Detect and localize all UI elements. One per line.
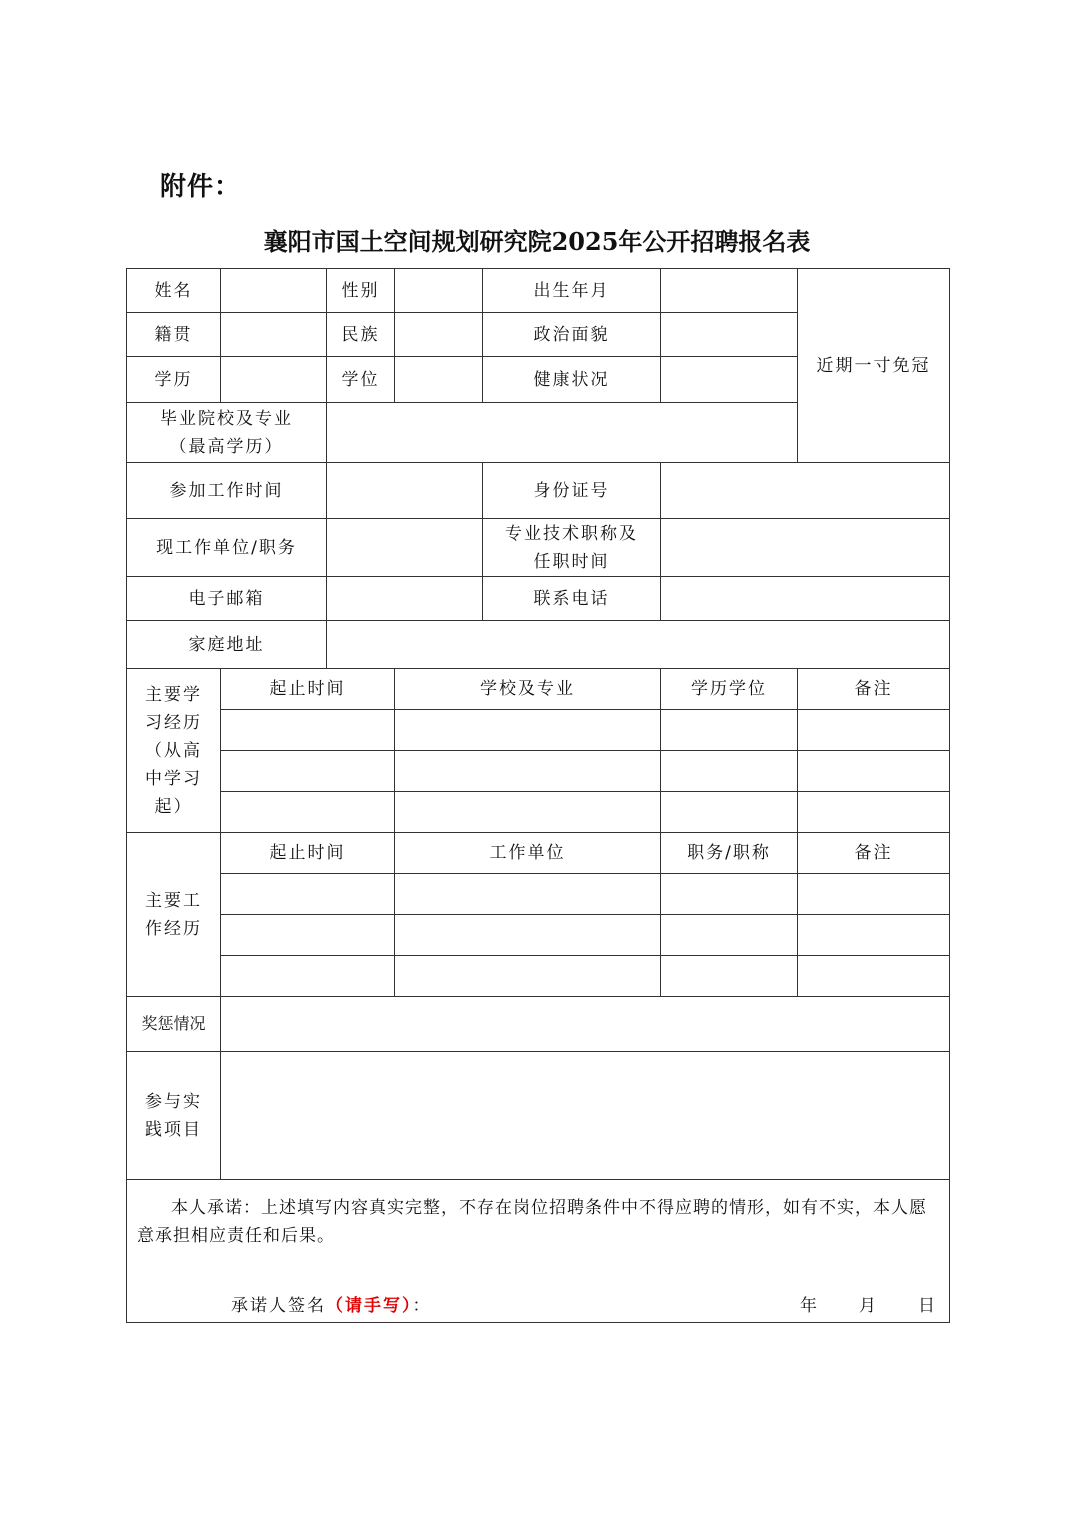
work-header-unit: 工作单位 xyxy=(395,833,661,874)
phone-field[interactable] xyxy=(661,577,950,621)
current-unit-label: 现工作单位/职务 xyxy=(127,519,327,577)
current-unit-field[interactable] xyxy=(327,519,483,577)
work-unit-field[interactable] xyxy=(395,874,661,915)
work-period-field[interactable] xyxy=(221,915,395,956)
projects-label xyxy=(127,1052,221,1180)
work-header-remark: 备注 xyxy=(798,833,950,874)
native-place-field[interactable] xyxy=(221,313,327,357)
political-status-field[interactable] xyxy=(661,313,798,357)
work-position-field[interactable] xyxy=(661,956,798,997)
signature-colon: ： xyxy=(412,1296,432,1316)
address-field[interactable] xyxy=(327,621,950,669)
education-label: 学历 xyxy=(127,357,221,403)
work-remark-field[interactable] xyxy=(798,956,950,997)
professional-title-field[interactable] xyxy=(661,519,950,577)
work-remark-field[interactable] xyxy=(798,915,950,956)
work-label-line: 作经历 xyxy=(145,918,202,939)
ethnicity-field[interactable] xyxy=(395,313,483,357)
work-remark-field[interactable] xyxy=(798,874,950,915)
professional-title-label xyxy=(483,519,661,577)
study-remark-field[interactable] xyxy=(798,710,950,751)
study-label-line: 起） xyxy=(154,796,193,817)
gender-field[interactable] xyxy=(395,269,483,313)
study-label-line: （从高 xyxy=(145,740,202,761)
signature-line[interactable] xyxy=(231,1292,432,1320)
month-label: 月 xyxy=(859,1296,878,1316)
study-school-field[interactable] xyxy=(395,710,661,751)
study-label-line: 主要学 xyxy=(145,684,202,705)
professional-title-label-line1: 专业技术职称及 xyxy=(505,523,638,544)
study-history-label xyxy=(127,669,221,833)
work-history-label xyxy=(127,833,221,997)
study-row xyxy=(127,792,950,833)
gender-label: 性别 xyxy=(327,269,395,313)
signature-note: （请手写） xyxy=(326,1296,413,1316)
birth-label: 出生年月 xyxy=(483,269,661,313)
study-label-line: 习经历 xyxy=(145,712,202,733)
phone-label: 联系电话 xyxy=(483,577,661,621)
date-line[interactable] xyxy=(760,1292,937,1320)
work-row xyxy=(127,874,950,915)
day-label: 日 xyxy=(918,1296,937,1316)
id-number-field[interactable] xyxy=(661,463,950,519)
school-major-label-line2: （最高学历） xyxy=(169,436,284,457)
professional-title-label-line2: 任职时间 xyxy=(533,551,610,572)
work-label-line: 主要工 xyxy=(145,890,202,911)
study-header-remark: 备注 xyxy=(798,669,950,710)
promise-section xyxy=(127,1180,950,1323)
work-position-field[interactable] xyxy=(661,874,798,915)
id-number-label: 身份证号 xyxy=(483,463,661,519)
degree-label: 学位 xyxy=(327,357,395,403)
attachment-label: 附件： xyxy=(160,172,242,202)
name-field[interactable] xyxy=(221,269,327,313)
projects-field[interactable] xyxy=(221,1052,950,1180)
work-row xyxy=(127,915,950,956)
study-remark-field[interactable] xyxy=(798,751,950,792)
study-school-field[interactable] xyxy=(395,792,661,833)
study-period-field[interactable] xyxy=(221,792,395,833)
study-header-period: 起止时间 xyxy=(221,669,395,710)
work-start-label: 参加工作时间 xyxy=(127,463,327,519)
study-degree-field[interactable] xyxy=(661,792,798,833)
work-period-field[interactable] xyxy=(221,956,395,997)
study-row xyxy=(127,751,950,792)
health-label: 健康状况 xyxy=(483,357,661,403)
study-period-field[interactable] xyxy=(221,710,395,751)
work-period-field[interactable] xyxy=(221,874,395,915)
study-header-degree: 学历学位 xyxy=(661,669,798,710)
native-place-label: 籍贯 xyxy=(127,313,221,357)
awards-field[interactable] xyxy=(221,997,950,1052)
signature-label: 承诺人签名 xyxy=(231,1296,326,1316)
email-field[interactable] xyxy=(327,577,483,621)
form-title: 襄阳市国土空间规划研究院2025年公开招聘报名表 xyxy=(263,227,811,256)
school-major-label xyxy=(127,403,327,463)
name-label: 姓名 xyxy=(127,269,221,313)
address-label: 家庭地址 xyxy=(127,621,327,669)
email-label: 电子邮箱 xyxy=(127,577,327,621)
study-remark-field[interactable] xyxy=(798,792,950,833)
school-major-field[interactable] xyxy=(327,403,798,463)
study-row xyxy=(127,710,950,751)
work-header-period: 起止时间 xyxy=(221,833,395,874)
study-school-field[interactable] xyxy=(395,751,661,792)
birth-field[interactable] xyxy=(661,269,798,313)
study-period-field[interactable] xyxy=(221,751,395,792)
promise-text: 本人承诺：上述填写内容真实完整，不存在岗位招聘条件中不得应聘的情形，如有不实，本人愿意承担相应责任和后果。 xyxy=(137,1198,927,1246)
study-degree-field[interactable] xyxy=(661,751,798,792)
projects-label-line: 践项目 xyxy=(145,1119,202,1140)
work-start-field[interactable] xyxy=(327,463,483,519)
political-status-label: 政治面貌 xyxy=(483,313,661,357)
registration-form-table xyxy=(126,268,950,1323)
projects-label-line: 参与实 xyxy=(145,1091,202,1112)
photo-box[interactable]: 近期一寸免冠 xyxy=(798,269,950,463)
work-position-field[interactable] xyxy=(661,915,798,956)
education-field[interactable] xyxy=(221,357,327,403)
degree-field[interactable] xyxy=(395,357,483,403)
school-major-label-line1: 毕业院校及专业 xyxy=(160,408,293,429)
work-unit-field[interactable] xyxy=(395,915,661,956)
study-header-school: 学校及专业 xyxy=(395,669,661,710)
study-degree-field[interactable] xyxy=(661,710,798,751)
health-field[interactable] xyxy=(661,357,798,403)
work-row xyxy=(127,956,950,997)
awards-label: 奖惩情况 xyxy=(127,997,221,1052)
work-unit-field[interactable] xyxy=(395,956,661,997)
study-label-line: 中学习 xyxy=(145,768,202,789)
work-header-position: 职务/职称 xyxy=(661,833,798,874)
ethnicity-label: 民族 xyxy=(327,313,395,357)
year-label: 年 xyxy=(800,1296,819,1316)
